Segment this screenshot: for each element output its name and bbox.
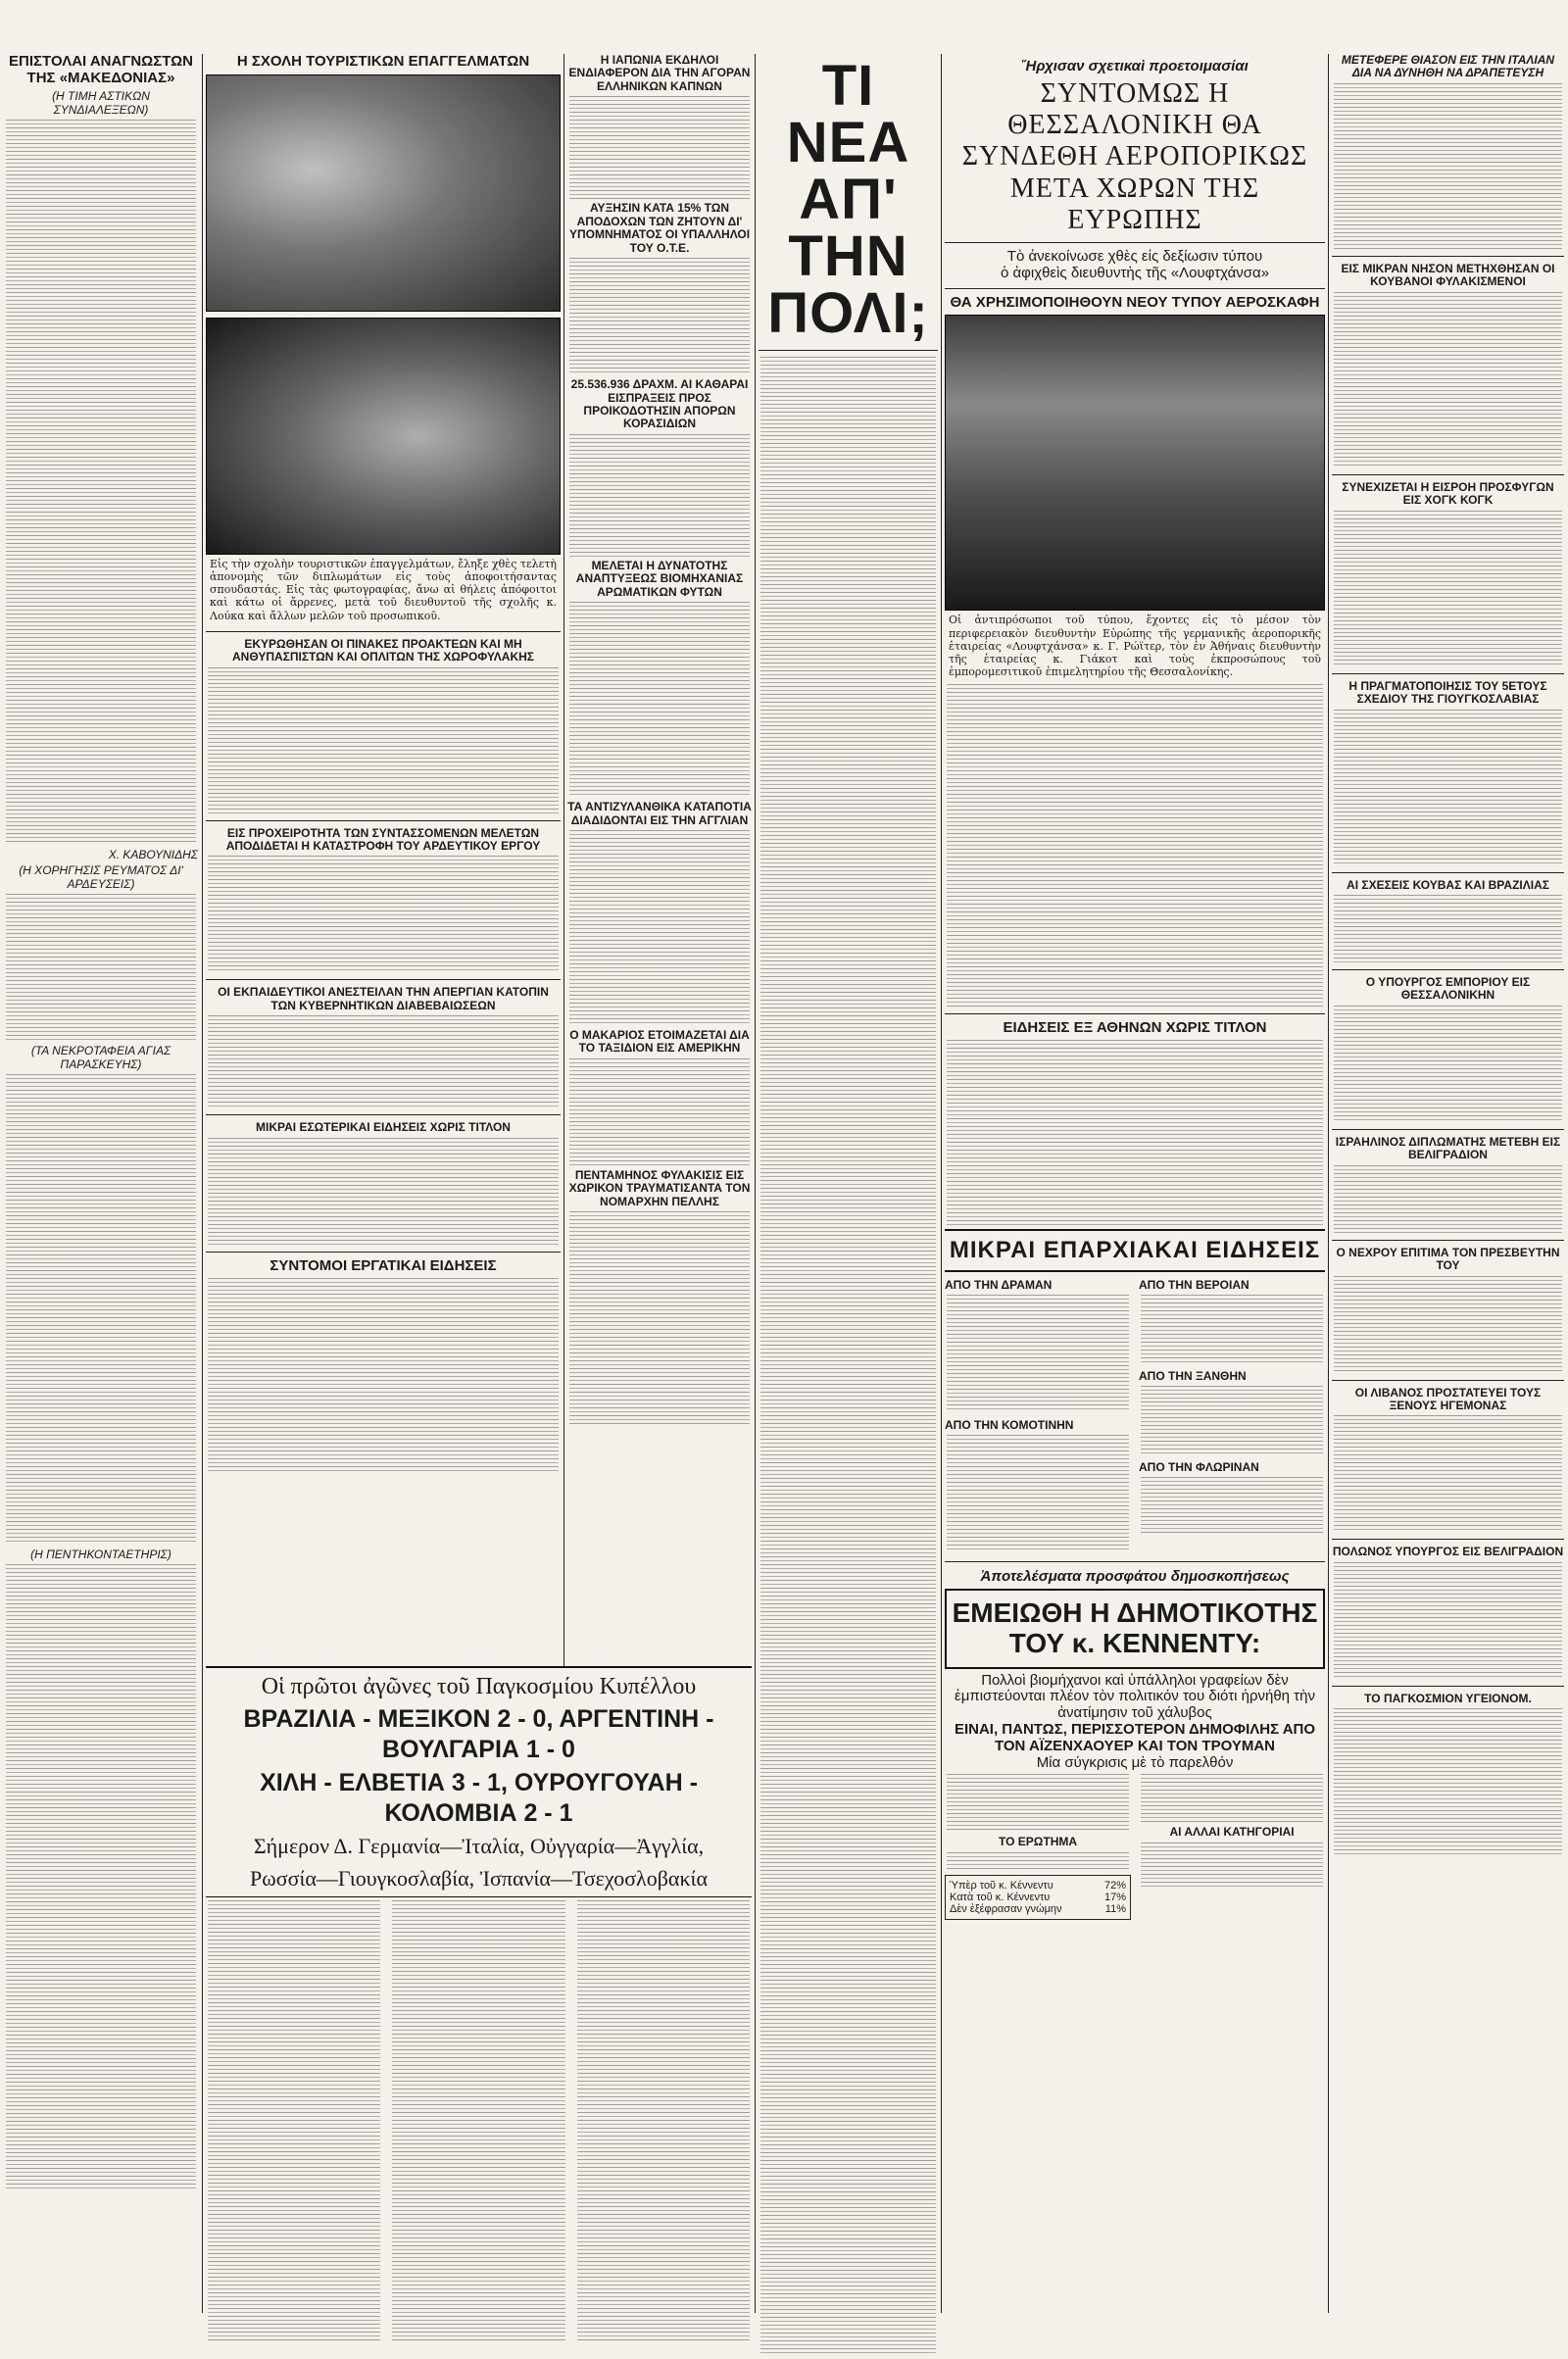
aromatic-plants-headline: ΜΕΛΕΤΑΙ Η ΔΥΝΑΤΟΤΗΣ ΑΝΑΠΤΥΞΕΩΣ ΒΙΟΜΗΧΑΝΙΑΣ ΑΡΩΜΑΤΙΚΩΝ ΦΥΤΩΝ: [575, 558, 744, 599]
article-text: [1334, 1415, 1562, 1533]
japan-tobacco-headline: Η ΙΑΠΩΝΙΑ ΕΚΔΗΛΟΙ ΕΝΔΙΑΦΕΡΟΝ ΔΙΑ ΤΗΝ ΑΓΟΡΑΝ ΕΛΛΗΝΙΚΩΝ ΚΑΠΝΩΝ: [568, 53, 751, 93]
italy-troupe-headline: ΜΕΤΕΦΕΡΕ ΘΙΑΣΟΝ ΕΙΣ ΤΗΝ ΙΤΑΛΙΑΝ ΔΙΑ ΝΑ ΔΥΝΗΘΗ ΝΑ ΔΡΑΠΕΤΕΥΣΗ: [1341, 53, 1555, 80]
dept-label: ΑΠΟ ΤΗΝ ΚΟΜΟΤΙΝΗΝ: [945, 1418, 1074, 1433]
poll-row: Δὲν ἐξέφρασαν γνώμην 11%: [950, 1902, 1126, 1915]
dowry-receipts-headline: 25.536.936 ΔΡΑΧΜ. ΑΙ ΚΑΘΑΡΑΙ ΕΙΣΠΡΑΞΕΙΣ ΠΡΟΣ ΠΡΟΙΚΟΔΟΤΗΣΙΝ ΑΠΟΡΩΝ ΚΟΡΑΣΙΔΙΩΝ: [570, 377, 749, 431]
article-text: [569, 1058, 750, 1166]
cuba-brazil-headline: ΑΙ ΣΧΕΣΕΙΣ ΚΟΥΒΑΣ ΚΑΙ ΒΡΑΖΙΛΙΑΣ: [1347, 877, 1549, 892]
article-text: [569, 1211, 750, 1427]
article-text: [1334, 710, 1562, 866]
aviation-headline: ΣΥΝΤΟΜΩΣ Η ΘΕΣΣΑΛΟΝΙΚΗ ΘΑ ΣΥΝΔΕΘΗ ΑΕΡΟΠΟΡΙΚΩΣ ΜΕΤΑ ΧΩΡΩΝ ΤΗΣ ΕΥΡΩΠΗΣ: [961, 78, 1308, 235]
aviation-subhead: Τὸ ἀνεκοίνωσε χθὲς εἰς δεξίωσιν τύπου: [1006, 247, 1263, 265]
dept-label: ΑΠΟ ΤΗΝ ΦΛΩΡΙΝΑΝ: [1139, 1460, 1259, 1475]
article-text: [1334, 511, 1562, 667]
aviation-kicker: Ἤρχισαν σχετικαὶ προετοιμασίαι: [1021, 58, 1249, 74]
article-text: [947, 1435, 1129, 1552]
commerce-minister-headline: Ο ΥΠΟΥΡΓΟΣ ΕΜΠΟΡΙΟΥ ΕΙΣ ΘΕΣΣΑΛΟΝΙΚΗΝ: [1365, 974, 1531, 1003]
world-cup-results: ΧΙΛΗ - ΕΛΒΕΤΙΑ 3 - 1, ΟΥΡΟΥΓΟΥΑΗ - ΚΟΛΟΜΒΙΑ 2 - 1: [260, 1768, 698, 1827]
other-categories-heading: ΑΙ ΑΛΛΑΙ ΚΑΤΗΓΟΡΙΑΙ: [1169, 1825, 1295, 1840]
letters-headline: ΕΠΙΣΤΟΛΑΙ ΑΝΑΓΝΩΣΤΩΝ ΤΗΣ «ΜΑΚΕΔΟΝΙΑΣ»: [9, 53, 193, 86]
article-text: [1141, 1774, 1323, 1823]
article-text: [1334, 292, 1562, 468]
world-cup-today: Ρωσσία—Γιουγκοσλαβία, Ἰσπανία—Τσεχοσλοβακία: [250, 1865, 708, 1891]
villager-sentence-headline: ΠΕΝΤΑΜΗΝΟΣ ΦΥΛΑΚΙΣΙΣ ΕΙΣ ΧΩΡΙΚΟΝ ΤΡΑΥΜΑΤΙΣΑΝΤΑ ΤΟΝ ΝΟΜΑΡΧΗΝ ΠΕΛΛΗΣ: [568, 1167, 751, 1208]
athens-news-headline: ΕΙΔΗΣΕΙΣ ΕΞ ΑΘΗΝΩΝ ΧΩΡΙΣ ΤΙΤΛΟΝ: [1003, 1019, 1267, 1037]
article-text: [1141, 1843, 1323, 1887]
article-text: [208, 1278, 559, 1474]
article-text: [6, 120, 196, 845]
dept-label: ΑΠΟ ΤΗΝ ΔΡΑΜΑΝ: [945, 1278, 1053, 1293]
kennedy-subhead: Πολλοὶ βιομήχανοι καὶ ὑπάλληλοι γραφείων δὲν ἐμπιστεύονται πλέον τὸν πολιτικόν του διότι ἠρνήθη τὴν ἀνατίμησιν τοῦ χάλυβος: [955, 1671, 1315, 1722]
polish-minister-headline: ΠΟΛΩΝΟΣ ΥΠΟΥΡΓΟΣ ΕΙΣ ΒΕΛΙΓΡΑΔΙΟΝ: [1332, 1545, 1564, 1559]
world-health-headline: ΤΟ ΠΑΓΚΟΣΜΙΟΝ ΥΓΕΙΟΝΟΜ.: [1364, 1691, 1532, 1705]
cuban-prisoners-headline: ΕΙΣ ΜΙΚΡΑΝ ΝΗΣΟΝ ΜΕΤΗΧΘΗΣΑΝ ΟΙ ΚΟΥΒΑΝΟΙ ΦΥΛΑΚΙΣΜΕΝΟΙ: [1341, 261, 1555, 289]
school-column: [206, 54, 561, 1477]
article-text: [760, 357, 936, 2356]
brief-news-column: [567, 54, 752, 1430]
poll-row: Ὑπὲρ τοῦ κ. Κέννεντυ 72%: [950, 1879, 1126, 1892]
column-rule: [755, 54, 756, 2313]
labor-news-headline: ΣΥΝΤΟΜΟΙ ΕΡΓΑΤΙΚΑΙ ΕΙΔΗΣΕΙΣ: [270, 1256, 497, 1274]
article-text: [1334, 83, 1562, 250]
yugoslavia-plan-headline: Η ΠΡΑΓΜΑΤΟΠΟΙΗΣΙΣ ΤΟΥ 5ΕΤΟΥΣ ΣΧΕΔΙΟΥ ΤΗΣ ΓΙΟΥΓΚΟΣΛΑΒΙΑΣ: [1348, 678, 1547, 707]
city-news-title: ΤΙ ΝΕΑ ΑΠ' ΤΗΝ ΠΟΛΙ;: [767, 54, 929, 345]
question-heading: ΤΟ ΕΡΩΤΗΜΑ: [998, 1835, 1078, 1849]
column-rule: [202, 54, 203, 2313]
israeli-diplomat-headline: ΙΣΡΑΗΛΙΝΟΣ ΔΙΠΛΩΜΑΤΗΣ ΜΕΤΕΒΗ ΕΙΣ ΒΕΛΙΓΡΑΔΙΟΝ: [1335, 1134, 1561, 1162]
article-text: [208, 1015, 559, 1108]
poll-kicker: Ἀποτελέσματα προσφάτου δημοσκοπήσεως: [980, 1568, 1290, 1586]
letters-subhead: (Η ΠΕΝΤΗΚΟΝΤΑΕΤΗΡΙΣ): [30, 1547, 172, 1561]
article-text: [1141, 1477, 1323, 1536]
article-text: [577, 1900, 750, 2341]
column-rule: [1328, 54, 1329, 2313]
article-text: [1334, 1708, 1562, 1855]
article-text: [947, 684, 1323, 1007]
poll-table: [945, 1875, 1131, 1920]
dept-label: ΑΠΟ ΤΗΝ ΒΕΡΟΙΑΝ: [1139, 1278, 1250, 1293]
world-cup-kicker: Οἱ πρῶτοι ἀγῶνες τοῦ Παγκοσμίου Κυπέλλου: [261, 1674, 697, 1699]
article-text: [569, 434, 750, 557]
letters-subhead: (Η ΤΙΜΗ ΑΣΤΙΚΩΝ ΣΥΝΔΙΑΛΕΞΕΩΝ): [52, 88, 150, 117]
world-cup-section: [206, 1666, 752, 2344]
column-rule: [941, 54, 942, 2313]
article-text: [1334, 895, 1562, 963]
city-news-column: [759, 54, 938, 2359]
aviation-subhead: ὁ ἀφιχθεὶς διευθυντὴς τῆς «Λουφτχάνσα»: [1000, 264, 1270, 281]
ote-salaries-headline: ΑΥΞΗΣΙΝ ΚΑΤΑ 15% ΤΩΝ ΑΠΟΔΟΧΩΝ ΤΩΝ ΖΗΤΟΥΝ ΔΙ' ΥΠΟΜΝΗΜΑΤΟΣ ΟΙ ΥΠΑΛΛΗΛΟΙ ΤΟΥ Ο.Τ.Ε.: [568, 201, 751, 255]
article-text: [392, 1900, 564, 2341]
article-text: [6, 894, 196, 1041]
article-text: [1334, 1165, 1562, 1234]
school-headline: Η ΣΧΟΛΗ ΤΟΥΡΙΣΤΙΚΩΝ ΕΠΑΓΓΕΛΜΑΤΩΝ: [236, 53, 530, 70]
provincial-news-headline: ΜΙΚΡΑΙ ΕΠΑΡΧΙΑΚΑΙ ΕΙΔΗΣΕΙΣ: [945, 1229, 1325, 1272]
graduates-photo-female: [206, 74, 561, 312]
article-text: [6, 1564, 196, 2191]
foreign-news-column: [1332, 54, 1564, 1858]
contraceptive-pills-headline: ΤΑ ΑΝΤΙΖΥΛΑΝΘΙΚΑ ΚΑΤΑΠΟΤΙΑ ΔΙΑΔΙΔΟΝΤΑΙ ΕΙΣ ΤΗΝ ΑΓΓΛΙΑΝ: [567, 800, 752, 827]
letter-signature: Χ. ΚΑΒΟΥΝΙΔΗΣ: [108, 847, 198, 861]
article-text: [569, 830, 750, 1026]
article-text: [947, 1295, 1129, 1412]
world-cup-results: ΒΡΑΖΙΛΙΑ - ΜΕΞΙΚΟΝ 2 - 0, ΑΡΓΕΝΤΙΝΗ - ΒΟΥΛΓΑΡΙΑ 1 - 0: [243, 1705, 714, 1764]
teachers-strike-headline: ΟΙ ΕΚΠΑΙΔΕΥΤΙΚΟΙ ΑΝΕΣΤΕΙΛΑΝ ΤΗΝ ΑΠΕΡΓΙΑΝ ΚΑΤΟΠΙΝ ΤΩΝ ΚΥΒΕΡΝΗΤΙΚΩΝ ΔΙΑΒΕΒΑΙΩΣΕΩΝ: [218, 985, 549, 1012]
irrigation-headline: ΕΙΣ ΠΡΟΧΕΙΡΟΤΗΤΑ ΤΩΝ ΣΥΝΤΑΣΣΟΜΕΝΩΝ ΜΕΛΕΤΩΝ ΑΠΟΔΙΔΕΤΑΙ Η ΚΑΤΑΣΤΡΟΦΗ ΤΟΥ ΑΡΔΕΥΤΙΚΟΥ ΕΡΓΟΥ: [225, 825, 541, 854]
article-text: [1334, 1562, 1562, 1680]
letters-subhead: (ΤΑ ΝΕΚΡΟΤΑΦΕΙΑ ΑΓΙΑΣ ΠΑΡΑΣΚΕΥΗΣ): [30, 1043, 172, 1071]
aviation-column: [945, 54, 1325, 1920]
letters-subhead: (Η ΧΟΡΗΓΗΣΙΣ ΡΕΥΜΑΤΟΣ ΔΙ' ΑΡΔΕΥΣΕΙΣ): [19, 862, 183, 891]
photo-caption: Οἱ ἀντιπρόσωποι τοῦ τύπου, ἔχοντες εἰς τὸ μέσον τὸν περιφερειακὸν διευθυντὴν Εὐρώπης τῆς γερμανικῆς ἀεροπορικῆς ἑταιρείας «Λουφτχάνσα» κ. Γ. Ρώϊτερ, τὸν ἐν Ἀθήναις διευθυντὴν τῆς ἑταιρείας κ. Γιάκοτ καὶ τοὺς ἐκπροσώπους τοῦ ἐμπορομεσιτικοῦ ἐπιμελητηρίου τῆς Θεσσαλονίκης.: [949, 614, 1321, 679]
photo-caption: Εἰς τὴν σχολὴν τουριστικῶν ἐπαγγελμάτων, ἔληξε χθὲς τελετὴ ἀπονομὴς τῶν διπλωμάτων εἰς τοὺς ἀποφοιτήσαντας σπουδαστάς. Εἰς τὰς φωτογραφίας, ἄνω αἱ θήλεις ἀπόφοιτοι καὶ κάτω οἱ ἄρρενες, μετὰ τοῦ διευθυντοῦ τῆς σχολῆς κ. Λούκα καὶ ἄλλων μελῶν τοῦ προσωπικοῦ.: [210, 557, 557, 622]
press-reception-photo: [945, 315, 1325, 611]
article-text: [1141, 1295, 1323, 1363]
hong-kong-refugees-headline: ΣΥΝΕΧΙΖΕΤΑΙ Η ΕΙΣΡΟΗ ΠΡΟΣΦΥΓΩΝ ΕΙΣ ΧΟΓΚ ΚΟΓΚ: [1342, 479, 1554, 508]
kennedy-headline: ΕΜΕΙΩΘΗ Η ΔΗΜΟΤΙΚΟΤΗΣ ΤΟΥ κ. ΚΕΝΝΕΝΤΥ:: [945, 1589, 1325, 1669]
dept-label: ΑΠΟ ΤΗΝ ΞΑΝΘΗΝ: [1139, 1369, 1247, 1384]
article-text: [6, 1074, 196, 1545]
article-text: [208, 1138, 559, 1246]
article-text: [1334, 1006, 1562, 1123]
aviation-subhead-2: ΘΑ ΧΡΗΣΙΜΟΠΟΙΗΘΟΥΝ ΝΕΟΥ ΤΥΠΟΥ ΑΕΡΟΣΚΑΦΗ: [950, 293, 1320, 311]
article-text: [569, 602, 750, 798]
kennedy-subhead: Μία σύγκρισις μὲ τὸ παρελθόν: [1036, 1753, 1234, 1771]
domestic-news-headline: ΜΙΚΡΑΙ ΕΣΩΤΕΡΙΚΑΙ ΕΙΔΗΣΕΙΣ ΧΩΡΙΣ ΤΙΤΛΟΝ: [256, 1120, 511, 1135]
kennedy-subhead: ΕΙΝΑΙ, ΠΑΝΤΩΣ, ΠΕΡΙΣΣΟΤΕΡΟΝ ΔΗΜΟΦΙΛΗΣ ΑΠΟ ΤΟΝ ΑΪΖΕΝΧΑΟΥΕΡ ΚΑΙ ΤΟΝ ΤΡΟΥΜΑΝ: [954, 1721, 1316, 1754]
article-text: [947, 1852, 1129, 1872]
article-text: [947, 1040, 1323, 1226]
letters-column: [4, 54, 198, 2313]
graduates-photo-male: [206, 318, 561, 555]
nehru-ambassador-headline: Ο ΝΕΧΡΟΥ ΕΠΙΤΙΜΑ ΤΟΝ ΠΡΕΣΒΕΥΤΗΝ ΤΟΥ: [1336, 1245, 1560, 1273]
article-text: [569, 258, 750, 375]
lebanon-princes-headline: ΟΙ ΛΙΒΑΝΟΣ ΠΡΟΣΤΑΤΕΥΕΙ ΤΟΥΣ ΞΕΝΟΥΣ ΗΓΕΜΟΝΑΣ: [1354, 1385, 1542, 1412]
article-text: [1141, 1386, 1323, 1454]
article-text: [569, 96, 750, 199]
article-text: [947, 1774, 1129, 1833]
article-text: [208, 1900, 380, 2341]
poll-row: Κατὰ τοῦ κ. Κέννεντυ 17%: [950, 1891, 1126, 1903]
article-text: [208, 667, 559, 814]
police-lists-headline: ΕΚΥΡΩΘΗΣΑΝ ΟΙ ΠΙΝΑΚΕΣ ΠΡΟΑΚΤΕΩΝ ΚΑΙ ΜΗ ΑΝΘΥΠΑΣΠΙΣΤΩΝ ΚΑΙ ΟΠΛΙΤΩΝ ΤΗΣ ΧΩΡΟΦΥΛΑΚΗΣ: [231, 636, 534, 664]
makarios-trip-headline: Ο ΜΑΚΑΡΙΟΣ ΕΤΟΙΜΑΖΕΤΑΙ ΔΙΑ ΤΟ ΤΑΞΙΔΙΟΝ ΕΙΣ ΑΜΕΡΙΚΗΝ: [569, 1028, 750, 1056]
article-text: [208, 856, 559, 973]
article-text: [1334, 1276, 1562, 1374]
world-cup-today: Σήμερον Δ. Γερμανία—Ἰταλία, Οὐγγαρία—Ἀγγλία,: [253, 1834, 705, 1858]
